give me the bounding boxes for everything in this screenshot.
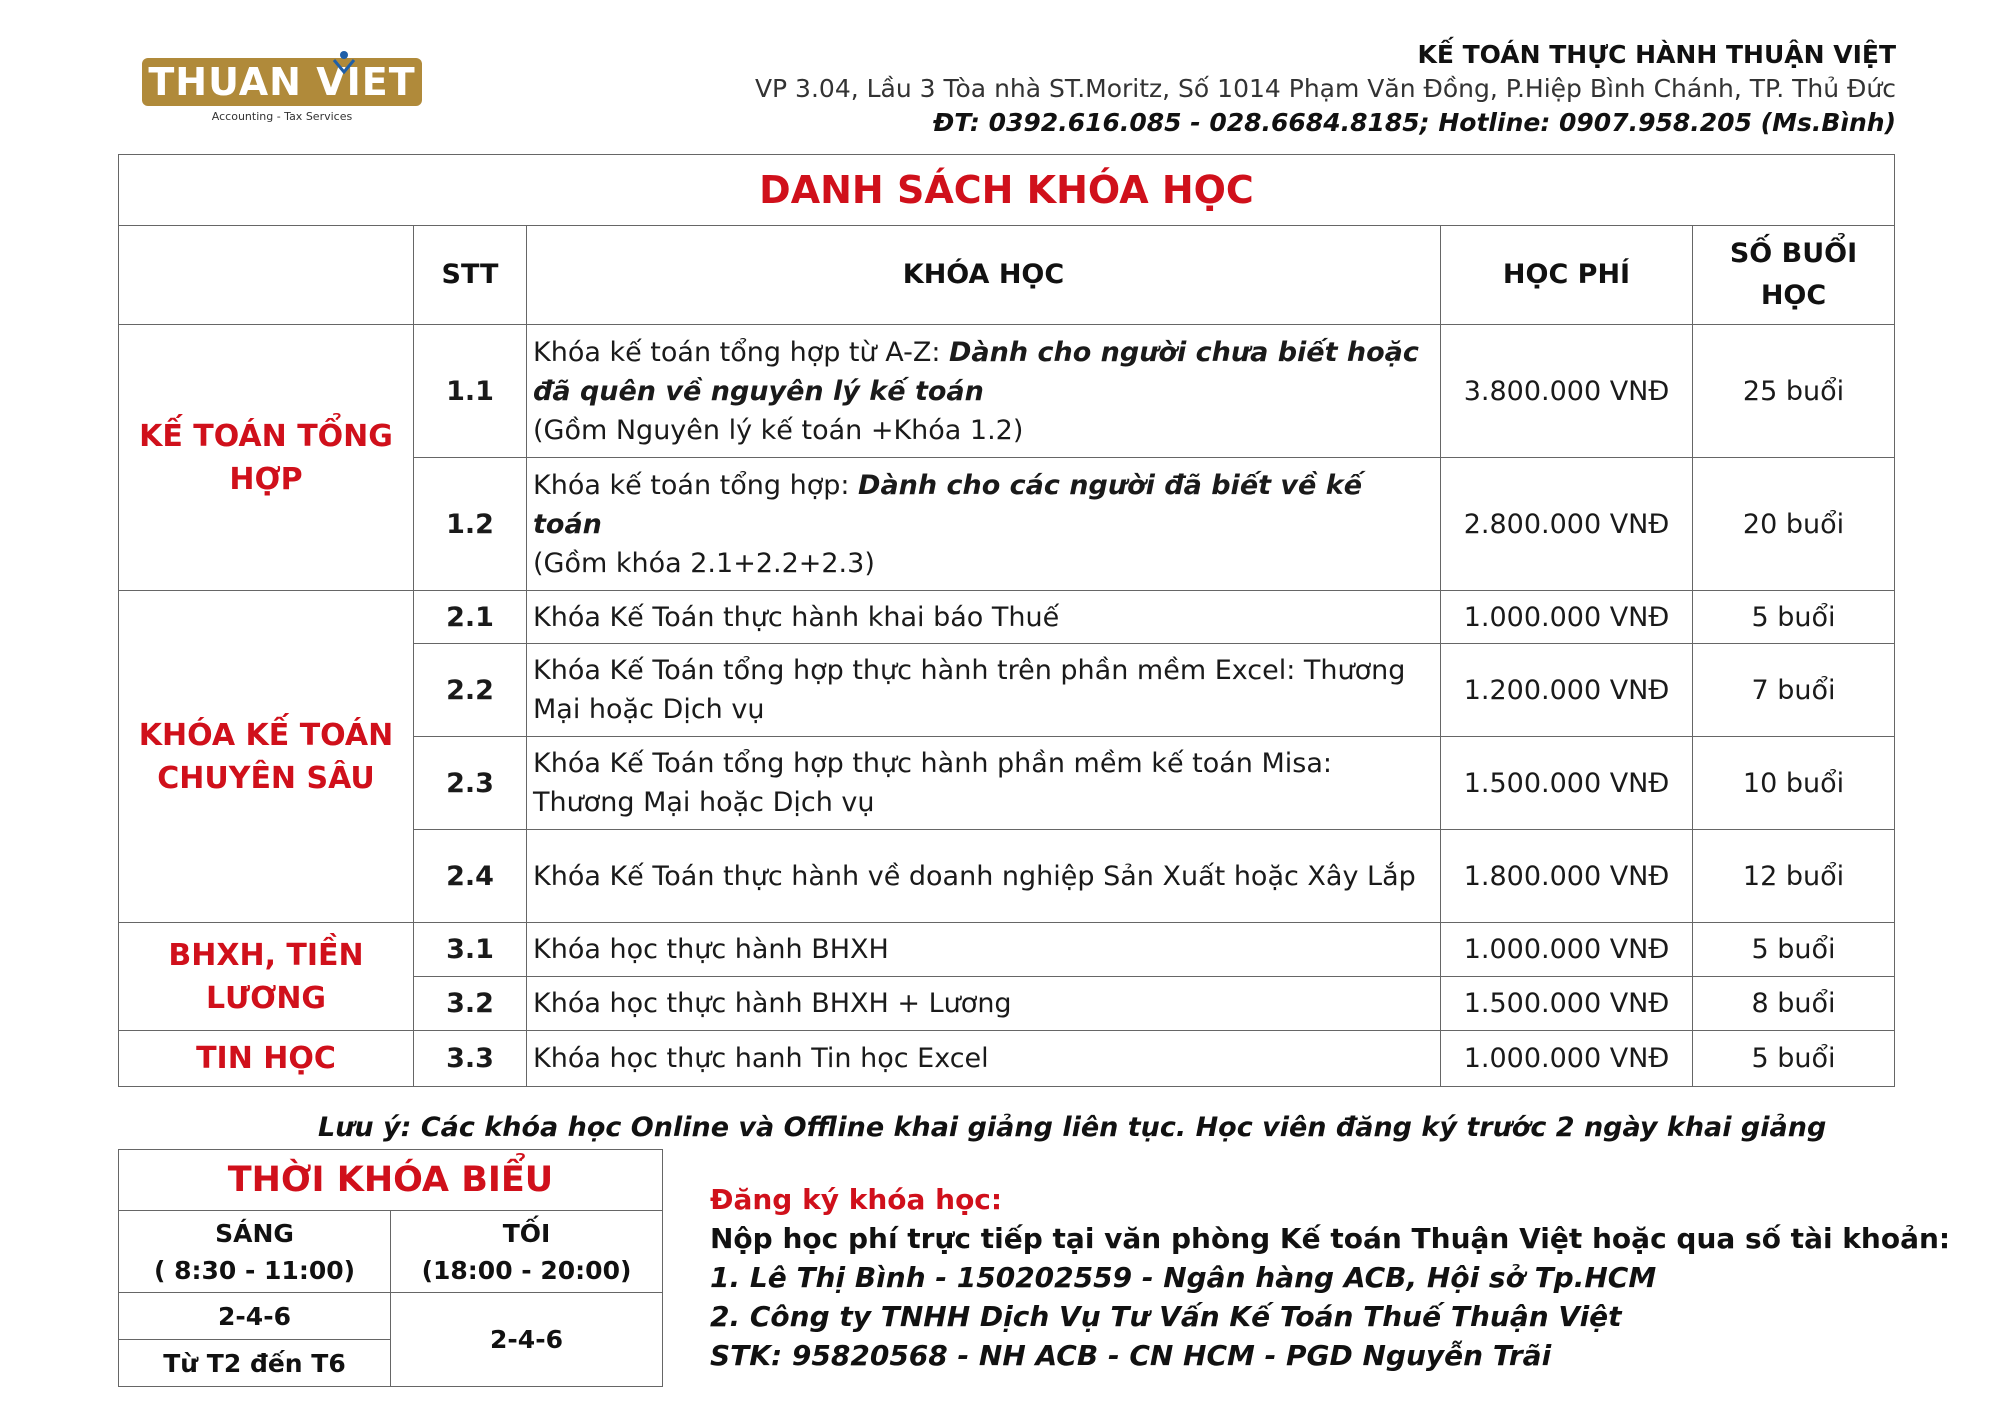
row-course: Khóa kế toán tổng hợp: Dành cho các người đã biết về kế toán (Gồm khóa 2.1+2.2+2.3) — [527, 458, 1441, 591]
row-sessions: 8 buổi — [1693, 977, 1895, 1031]
row-stt: 1.2 — [414, 458, 527, 591]
row-sessions: 12 buổi — [1693, 830, 1895, 923]
schedule-morning-header: SÁNG ( 8:30 - 11:00) — [119, 1211, 391, 1293]
schedule-row — [119, 1293, 663, 1340]
row-sessions: 10 buổi — [1693, 737, 1895, 830]
group-label: KHÓA KẾ TOÁN CHUYÊN SÂU — [119, 591, 414, 923]
row-stt: 2.2 — [414, 644, 527, 737]
row-course: Khóa kế toán tổng hợp từ A-Z: Dành cho người chưa biết hoặc đã quên về nguyên lý kế toán (Gồm Nguyên lý kế toán +Khóa 1.2) — [527, 325, 1441, 458]
enrollment-note: Lưu ý: Các khóa học Online và Offline khai giảng liên tục. Học viên đăng ký trước 2 ngày khai giảng — [318, 1112, 1827, 1143]
row-sessions: 25 buổi — [1693, 325, 1895, 458]
company-info — [755, 38, 1896, 140]
row-fee: 1.000.000 VNĐ — [1441, 923, 1693, 977]
table-row — [119, 1031, 1895, 1087]
row-fee: 1.800.000 VNĐ — [1441, 830, 1693, 923]
row-fee: 3.800.000 VNĐ — [1441, 325, 1693, 458]
row-fee: 1.000.000 VNĐ — [1441, 1031, 1693, 1087]
row-fee: 1.000.000 VNĐ — [1441, 591, 1693, 644]
registration-line: 1. Lê Thị Bình - 150202559 - Ngân hàng ACB, Hội sở Tp.HCM — [710, 1261, 1657, 1294]
course-table — [118, 154, 1895, 1087]
row-fee: 1.500.000 VNĐ — [1441, 977, 1693, 1031]
row-stt: 2.4 — [414, 830, 527, 923]
row-course: Khóa Kế Toán tổng hợp thực hành trên phần mềm Excel: Thương Mại hoặc Dịch vụ — [527, 644, 1441, 737]
schedule-evening-header: TỐI (18:00 - 20:00) — [391, 1211, 663, 1293]
header-group — [119, 226, 414, 325]
row-sessions: 5 buổi — [1693, 923, 1895, 977]
row-stt: 3.2 — [414, 977, 527, 1031]
logo-brand: THUAN VIET — [142, 58, 422, 106]
schedule-morning-range: Từ T2 đến T6 — [119, 1340, 391, 1387]
logo-person-icon — [332, 50, 356, 74]
header-fee: HỌC PHÍ — [1441, 226, 1693, 325]
row-course: Khóa học thực hành BHXH — [527, 923, 1441, 977]
row-stt: 3.1 — [414, 923, 527, 977]
company-address: VP 3.04, Lầu 3 Tòa nhà ST.Moritz, Số 1014 Phạm Văn Đồng, P.Hiệp Bình Chánh, TP. Thủ Đức — [754, 74, 1896, 103]
company-logo — [142, 50, 422, 130]
header-sessions: SỐ BUỔI HỌC — [1693, 226, 1895, 325]
schedule-morning-days: 2-4-6 — [119, 1293, 391, 1340]
row-sessions: 5 buổi — [1693, 1031, 1895, 1087]
schedule-header-row — [119, 1211, 663, 1293]
row-stt: 3.3 — [414, 1031, 527, 1087]
schedule-table — [118, 1149, 663, 1387]
group-label: KẾ TOÁN TỔNG HỢP — [119, 325, 414, 591]
row-fee: 1.500.000 VNĐ — [1441, 737, 1693, 830]
row-course: Khóa học thực hanh Tin học Excel — [527, 1031, 1441, 1087]
row-sessions: 5 buổi — [1693, 591, 1895, 644]
table-row — [119, 325, 1895, 458]
row-stt: 2.3 — [414, 737, 527, 830]
header-course: KHÓA HỌC — [527, 226, 1441, 325]
table-row — [119, 591, 1895, 644]
row-course: Khóa Kế Toán thực hành về doanh nghiệp Sản Xuất hoặc Xây Lắp — [527, 830, 1441, 923]
row-sessions: 7 buổi — [1693, 644, 1895, 737]
row-course: Khóa Kế Toán tổng hợp thực hành phần mềm kế toán Misa: Thương Mại hoặc Dịch vụ — [527, 737, 1441, 830]
table-title: DANH SÁCH KHÓA HỌC — [119, 155, 1895, 226]
registration-line: STK: 95820568 - NH ACB - CN HCM - PGD Nguyễn Trãi — [710, 1339, 1552, 1372]
registration-line: 2. Công ty TNHH Dịch Vụ Tư Vấn Kế Toán Thuế Thuận Việt — [710, 1300, 1622, 1333]
group-label: BHXH, TIỀN LƯƠNG — [119, 923, 414, 1031]
company-phone: ĐT: 0392.616.085 - 028.6684.8185; Hotline: 0907.958.205 (Ms.Bình) — [933, 108, 1896, 137]
header-stt: STT — [414, 226, 527, 325]
row-fee: 2.800.000 VNĐ — [1441, 458, 1693, 591]
row-stt: 2.1 — [414, 591, 527, 644]
row-stt: 1.1 — [414, 325, 527, 458]
schedule-evening-days: 2-4-6 — [391, 1293, 663, 1387]
table-row — [119, 923, 1895, 977]
registration-info — [710, 1180, 1950, 1375]
group-label: TIN HỌC — [119, 1031, 414, 1087]
schedule-title: THỜI KHÓA BIỂU — [119, 1150, 663, 1211]
row-sessions: 20 buổi — [1693, 458, 1895, 591]
row-course: Khóa học thực hành BHXH + Lương — [527, 977, 1441, 1031]
registration-line: Nộp học phí trực tiếp tại văn phòng Kế toán Thuận Việt hoặc qua số tài khoản: — [710, 1222, 1951, 1255]
registration-title: Đăng ký khóa học: — [710, 1183, 1003, 1216]
table-header-row — [119, 226, 1895, 325]
row-fee: 1.200.000 VNĐ — [1441, 644, 1693, 737]
company-name: KẾ TOÁN THỰC HÀNH THUẬN VIỆT — [1417, 40, 1896, 69]
row-course: Khóa Kế Toán thực hành khai báo Thuế — [527, 591, 1441, 644]
logo-tagline: Accounting - Tax Services — [211, 110, 353, 123]
